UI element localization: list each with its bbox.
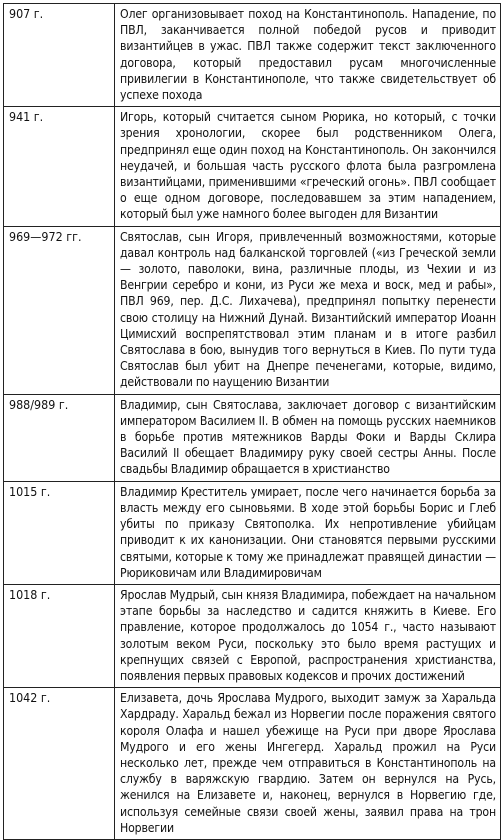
date-cell: 907 г. [4,4,115,107]
date-cell: 1042 г. [4,688,115,840]
date-cell: 1018 г. [4,584,115,687]
event-cell: Елизавета, дочь Ярослава Мудрого, выходит замуж за Харальда Хардраду. Харальд бежал из Норвегии после поражения святого короля Олафа и нашел убежище на Руси при дворе Ярослава Мудрого и его жены Ингегерд. Харальд прожил на Руси несколько лет, прежде чем отправиться в Константинополь на службу в варяжскую гвардию. Затем он вернулся на Русь, женился на Елизавете и, наконец, вернулся в Норвегию где, используя семейные связи своей жены, заявил права на трон Норвегии [115,688,501,840]
event-cell: Олег организовывает поход на Константинополь. Нападение, по ПВЛ, заканчивается полной победой русов и приводит византийцев в ужас. ПВЛ также содержит текст заключенного договора, который предоставил русам многочисленные привилегии в Константинополе, что также свидетельствует об успехе похода [115,4,501,107]
date-cell: 1015 г. [4,481,115,584]
table-row [4,4,501,107]
table-row [4,481,501,584]
date-cell: 941 г. [4,107,115,226]
event-cell: Владимир, сын Святослава, заключает договор с византийским императором Василием II. В обмен на помощь русских наемников в борьбе против мятежников Варды Фоки и Варды Склира Василий II обещает Владимиру руку своей сестры Анны. После свадьбы Владимир обращается в христианство [115,394,501,481]
table-row [4,584,501,687]
table-row [4,226,501,394]
table-row [4,394,501,481]
table-row [4,688,501,840]
event-cell: Владимир Креститель умирает, после чего начинается борьба за власть между его сыновьями. В ходе этой борьбы Борис и Глеб убиты по приказу Святополка. Их непротивление убийцам приводит к их канонизации. Они становятся первыми русскими святыми, которые к тому же принадлежат правящей династии — Рюриковичам или Владимировичам [115,481,501,584]
event-cell: Святослав, сын Игоря, привлеченный возможностями, которые давал контроль над балканской торговлей («из Греческой земли — золото, паволоки, вина, различные плоды, из Чехии и из Венгрии серебро и кони, из Руси же меха и воск, мед и рабы», ПВЛ 969, пер. Д.С. Лихачева), предпринял попытку перенести свою столицу на Нижний Дунай. Византийский император Иоанн Цимисхий воспрепятствовал этим планам и в итоге разбил Святослава в бою, вынудив того вернуться в Киев. По пути туда Святослав был убит на Днепре печенегами, которые, видимо, действовали по наущению Византии [115,226,501,394]
date-cell: 969—972 гг. [4,226,115,394]
table-row [4,107,501,226]
event-cell: Ярослав Мудрый, сын князя Владимира, побеждает на начальном этапе борьбы за наследство и садится княжить в Киеве. Его правление, которое продолжалось до 1054 г., часто называют золотым веком Руси, поскольку это было время растущих и крепнущих связей с Европой, распространения христианства, появления первых правовых кодексов и прочих достижений [115,584,501,687]
event-cell: Игорь, который считается сыном Рюрика, но который, с точки зрения хронологии, скорее был родственником Олега, предпринял еще один поход на Константинополь. Он закончился неудачей, и большая часть русского флота была разгромлена византийцами, применившими «греческий огонь». ПВЛ сообщает о еще одном договоре, последовавшем за этим нападением, который был уже намного более выгоден для Византии [115,107,501,226]
chronology-table [3,3,501,840]
date-cell: 988/989 г. [4,394,115,481]
